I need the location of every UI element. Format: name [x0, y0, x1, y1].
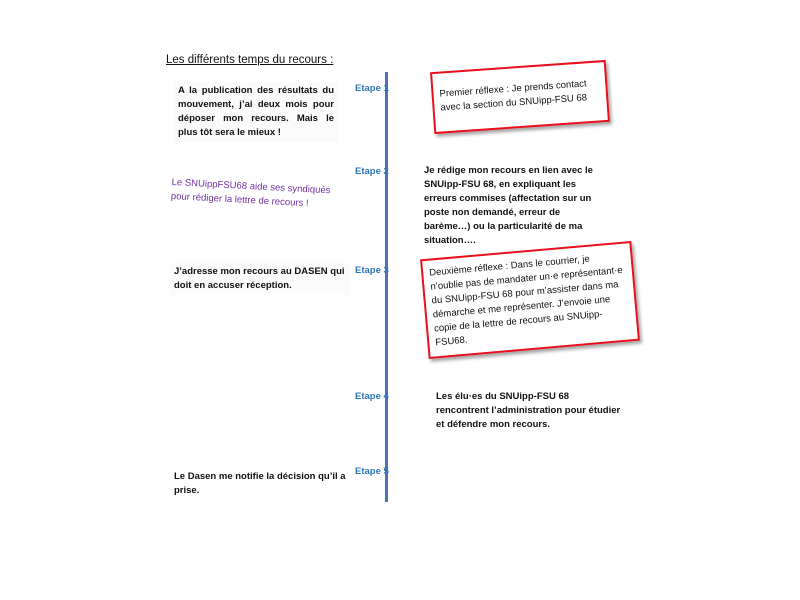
- premier-reflexe-text: Premier réflexe : Je prends contact avec la section du SNUipp-FSU 68: [439, 78, 588, 114]
- adresse-text: J’adresse mon recours au DASEN qui doit en accuser réception.: [170, 263, 350, 295]
- premier-reflexe-box: [430, 60, 610, 134]
- page-title: Les différents temps du recours :: [166, 54, 334, 66]
- step-4-label: Etape 4: [355, 391, 389, 402]
- publication-text: A la publication des résultats du mouvement, j’ai deux mois pour déposer mon recours. Mais le plus tôt sera le mieux !: [174, 82, 338, 142]
- step-5-label: Etape 5: [355, 466, 389, 477]
- elus-text: Les élu·es du SNUipp-FSU 68 rencontrent l’administration pour étudier et défendre mon recours.: [436, 391, 621, 430]
- aide-note: Le SNUippFSU68 aide ses syndiqués pour rédiger la lettre de recours !: [170, 176, 331, 210]
- deuxieme-reflexe-box: [420, 241, 640, 359]
- step-2-label: Etape 2: [355, 166, 389, 177]
- step-1-label: Etape 1: [355, 83, 389, 94]
- notification-text: Le Dasen me notifie la décision qu’il a prise.: [174, 471, 346, 496]
- timeline-line: [385, 72, 388, 502]
- step-3-label: Etape 3: [355, 265, 389, 276]
- deuxieme-reflexe-text: Deuxième réflexe : Dans le courrier, je n’oublie pas de mandater un·e représentant·e du SNUipp-FSU 68 pour m’assister dans ma démarche et me représenter. J’envoie une copie de la lettre de recours au SNUipp-FSU68.: [428, 253, 624, 349]
- redige-text: Je rédige mon recours en lien avec le SNUipp-FSU 68, en expliquant les erreurs commises (affectation sur un poste non demandé, erreur de barème…) ou la particularité de ma situation….: [424, 165, 593, 246]
